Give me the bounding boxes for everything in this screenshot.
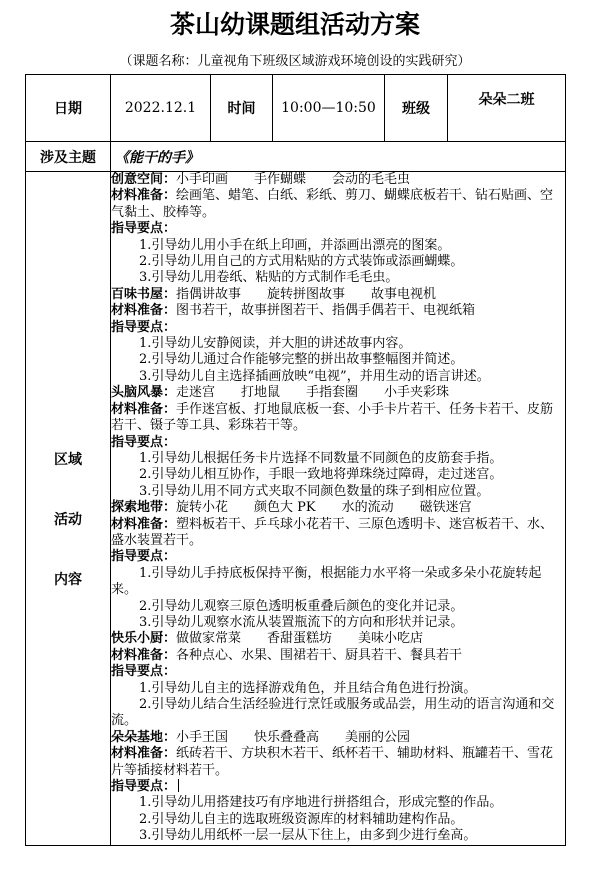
guide-point: 1.引导幼儿自主的选择游戏角色，并且结合角色进行扮演。 (139, 680, 477, 696)
guide-point: 1.引导幼儿手持底板保持平衡，根据能力水平将一朵或多朵小花旋转起来。 (111, 565, 542, 598)
area-activities: 做做家常菜 香甜蛋糕坊 美味小吃店 (176, 631, 424, 647)
area-section (111, 631, 565, 729)
theme-value[interactable]: 《能干的手》 (111, 142, 566, 172)
guide-point: 2.引导幼儿用自己的方式用粘贴的方式装饰或添画蝴蝶。 (139, 254, 464, 270)
area-section (111, 385, 565, 500)
area-name: 快乐小厨： (111, 631, 177, 647)
area-name-line (111, 172, 565, 188)
materials-text: 塑料板若干、乒乓球小花若干、三原色透明卡、迷宫板若干、水、盛水装置若干。 (111, 516, 554, 548)
class-label: 班级 (385, 75, 448, 142)
project-subtitle: （课题名称：儿童视角下班级区域游戏环境创设的实践研究） (119, 54, 471, 69)
guide-label-text: 指导要点： (111, 221, 177, 237)
materials-label: 材料准备： (111, 746, 177, 762)
area-section (111, 172, 565, 287)
guide-point: 1.引导幼儿用小手在纸上印画，并添画出漂亮的图案。 (139, 237, 451, 253)
area-activities: 小手印画 手作蝴蝶 会动的毛毛虫 (176, 172, 411, 187)
area-name: 头脑风暴： (111, 385, 177, 401)
guide-label (111, 779, 565, 795)
guide-point: 1.引导幼儿根据任务卡片选择不同数量不同颜色的皮筋套手指。 (139, 450, 503, 466)
guide-point: 1.引导幼儿用搭建技巧有序地进行拼搭组合，形成完整的作品。 (139, 795, 503, 811)
area-name-line (111, 385, 565, 401)
area-section (111, 730, 565, 845)
guide-point: 2.引导幼儿通过合作能够完整的拼出故事整幅图并简述。 (139, 352, 464, 368)
area-name-line (111, 730, 565, 746)
area-activities: 指偶讲故事 旋转拼图故事 故事电视机 (176, 286, 437, 302)
materials-text: 手作迷宫板、打地鼠底板一套、小手卡片若干、任务卡若干、皮筋若干、镊子等工具、彩珠若干等。 (111, 401, 554, 434)
area-name: 朵朵基地： (111, 729, 177, 745)
time-value[interactable]: 10:00—10:50 (273, 75, 385, 142)
plan-table (25, 74, 566, 846)
materials-label: 材料准备： (111, 647, 177, 663)
materials-text: 绘画笔、蜡笔、白纸、彩纸、剪刀、蝴蝶底板若干、钻石贴画、空气黏土、胶棒等。 (111, 188, 554, 220)
class-value[interactable]: 朵朵二班 (448, 75, 566, 142)
area-name-line (111, 500, 565, 516)
materials-line (111, 303, 565, 319)
area-activities: 小手王国 快乐叠叠高 美丽的公园 (176, 729, 411, 745)
area-name-line (111, 287, 565, 303)
area-name: 探索地带： (111, 500, 177, 516)
guide-label (111, 320, 565, 336)
area-label-word: 活动 (54, 512, 82, 528)
date-label: 日期 (26, 75, 111, 142)
materials-label: 材料准备： (111, 188, 177, 204)
guide-label-text: 指导要点： (111, 434, 177, 450)
guide-label (111, 664, 565, 680)
theme-row (26, 142, 566, 172)
guide-point: 3.引导幼儿用纸杯一层一层从下往上，由多到少进行垒高。 (139, 828, 477, 844)
area-row (26, 172, 566, 846)
materials-text: 各种点心、水果、围裙若干、厨具若干、餐具若干 (176, 647, 463, 663)
guide-point: 3.引导幼儿自主选择插画放映“电视”，并用生动的语言讲述。 (139, 368, 490, 384)
area-activities: 走迷宫 打地鼠 手指套圈 小手夹彩珠 (176, 385, 450, 401)
area-content[interactable] (111, 172, 566, 846)
date-value[interactable]: 2022.12.1 (111, 75, 211, 142)
materials-line (111, 746, 565, 779)
page-title: 茶山幼课题组活动方案 (169, 10, 420, 39)
materials-line (111, 188, 565, 221)
materials-line (111, 402, 565, 435)
materials-line (111, 648, 565, 664)
guide-label-text: 指导要点： (111, 319, 177, 335)
area-label-word: 内容 (54, 572, 82, 588)
materials-text: 图书若干，故事拼图若干、指偶手偶若干、电视纸箱 (176, 303, 476, 319)
area-name-line (111, 631, 565, 647)
guide-point: 2.引导幼儿相互协作，手眼一致地将弹珠绕过障碍，走过迷宫。 (139, 467, 503, 483)
area-label-cell (26, 172, 111, 846)
guide-point: 3.引导幼儿用卷纸、粘贴的方式制作毛毛虫。 (139, 270, 399, 286)
text-cursor (178, 779, 179, 792)
materials-line (111, 517, 565, 550)
guide-label-text: 指导要点： (111, 779, 177, 795)
materials-label: 材料准备： (111, 401, 177, 417)
header-row (26, 75, 566, 142)
area-activities: 旋转小花 颜色大 PK 水的流动 磁铁迷宫 (176, 500, 472, 516)
guide-point: 1.引导幼儿安静阅读，并大胆的讲述故事内容。 (139, 336, 412, 352)
materials-label: 材料准备： (111, 516, 177, 532)
materials-label: 材料准备： (111, 303, 177, 319)
guide-point: 3.引导幼儿用不同方式夹取不同颜色数量的珠子到相应位置。 (139, 483, 490, 499)
area-name: 百味书屋： (111, 286, 177, 302)
guide-label (111, 435, 565, 451)
guide-point: 2.引导幼儿结合生活经验进行烹饪或服务或品尝，用生动的语言沟通和交流。 (111, 697, 555, 729)
guide-label-text: 指导要点： (111, 664, 177, 680)
area-section (111, 287, 565, 385)
area-name: 创意空间： (111, 172, 177, 187)
guide-label (111, 549, 565, 565)
materials-text: 纸砖若干、方块积木若干、纸杯若干、辅助材料、瓶罐若干、雪花片等插接材料若干。 (111, 746, 554, 778)
theme-label: 涉及主题 (26, 142, 111, 172)
area-label-word: 区域 (54, 452, 82, 468)
area-section (111, 500, 565, 631)
time-label: 时间 (211, 75, 273, 142)
guide-point: 3.引导幼儿观察水流从装置瓶流下的方向和形状并记录。 (139, 614, 464, 630)
guide-label-text: 指导要点： (111, 549, 177, 565)
guide-point: 2.引导幼儿观察三原色透明板重叠后颜色的变化并记录。 (139, 598, 464, 614)
guide-point: 2.引导幼儿自主的选取班级资源库的材料辅助建构作品。 (139, 811, 464, 827)
guide-label (111, 221, 565, 237)
